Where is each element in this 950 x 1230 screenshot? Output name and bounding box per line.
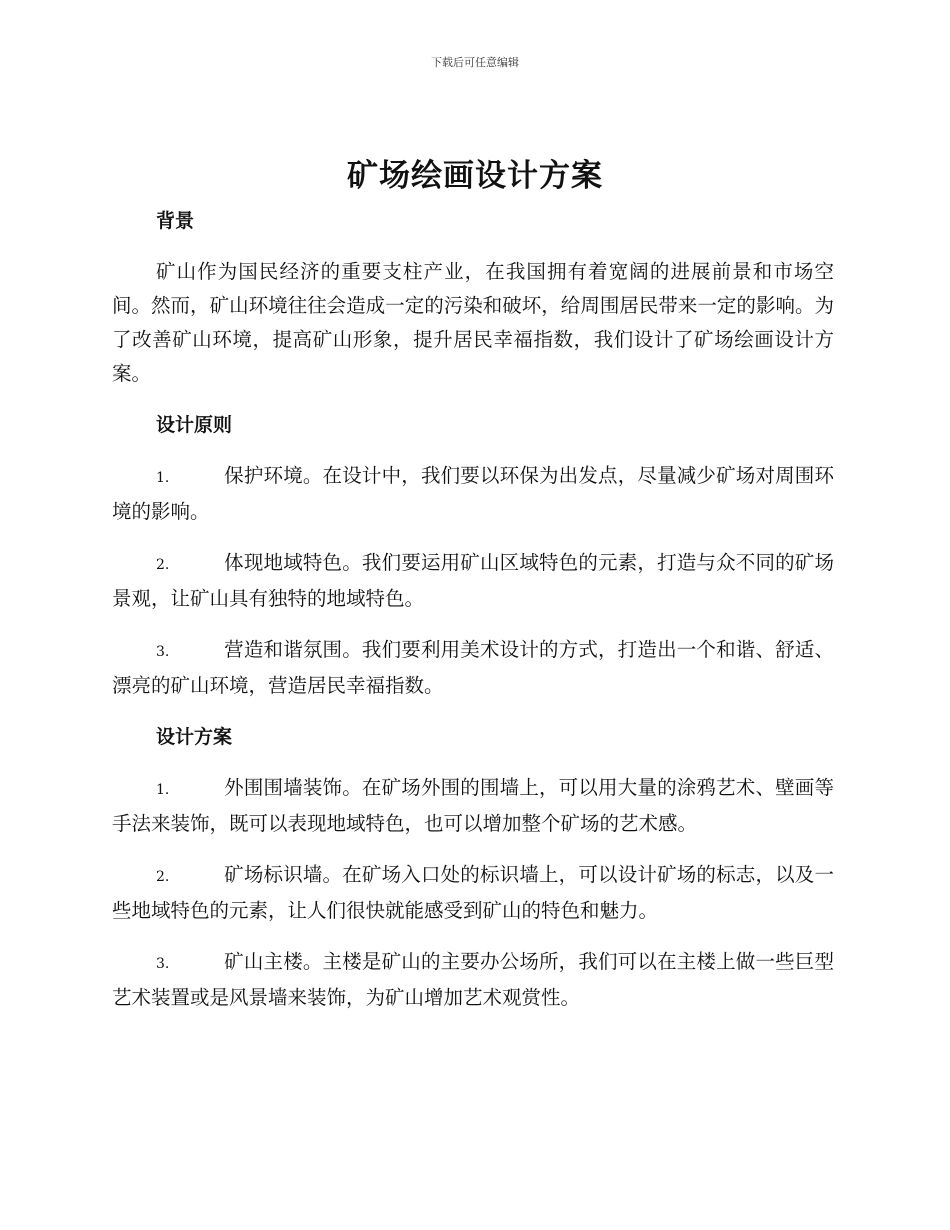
list-number: 1.	[156, 470, 170, 486]
principle-item	[112, 546, 834, 616]
section-heading-principles: 设计原则	[156, 414, 233, 436]
document-body	[112, 204, 834, 1015]
principle-item	[112, 459, 834, 529]
list-text: 外围围墙装饰。在矿场外围的围墙上，可以用大量的涂鸦艺术、壁画等手法来装饰，既可以表现地域特色，也可以增加整个矿场的艺术感。	[112, 776, 834, 835]
document-title: 矿场绘画设计方案	[347, 158, 603, 194]
page-header-note: 下载后可任意编辑	[431, 56, 519, 69]
section-heading-plan: 设计方案	[156, 726, 233, 748]
list-text: 保护环境。在设计中，我们要以环保为出发点，尽量减少矿场对周围环境的影响。	[112, 464, 834, 523]
section-heading-background: 背景	[156, 210, 195, 232]
list-number: 1.	[156, 782, 170, 798]
list-number: 3.	[156, 644, 170, 660]
list-text: 体现地域特色。我们要运用矿山区域特色的元素，打造与众不同的矿场景观，让矿山具有独特的地域特色。	[112, 551, 834, 610]
list-text: 矿山主楼。主楼是矿山的主要办公场所，我们可以在主楼上做一些巨型艺术装置或是风景墙来装饰，为矿山增加艺术观赏性。	[112, 950, 834, 1009]
list-text: 营造和谐氛围。我们要利用美术设计的方式，打造出一个和谐、舒适、漂亮的矿山环境，营造居民幸福指数。	[112, 638, 834, 697]
principle-item	[112, 633, 834, 703]
plan-item	[112, 858, 834, 928]
plan-item	[112, 771, 834, 841]
list-number: 2.	[156, 869, 170, 885]
plan-item	[112, 945, 834, 1015]
background-paragraph: 矿山作为国民经济的重要支柱产业，在我国拥有着宽阔的进展前景和市场空间。然而，矿山环境往往会造成一定的污染和破坏，给周围居民带来一定的影响。为了改善矿山环境，提高矿山形象，提升居民幸福指数，我们设计了矿场绘画设计方案。	[112, 260, 834, 385]
list-text: 矿场标识墙。在矿场入口处的标识墙上，可以设计矿场的标志，以及一些地域特色的元素，让人们很快就能感受到矿山的特色和魅力。	[112, 863, 834, 922]
list-number: 3.	[156, 956, 170, 972]
list-number: 2.	[156, 557, 170, 573]
